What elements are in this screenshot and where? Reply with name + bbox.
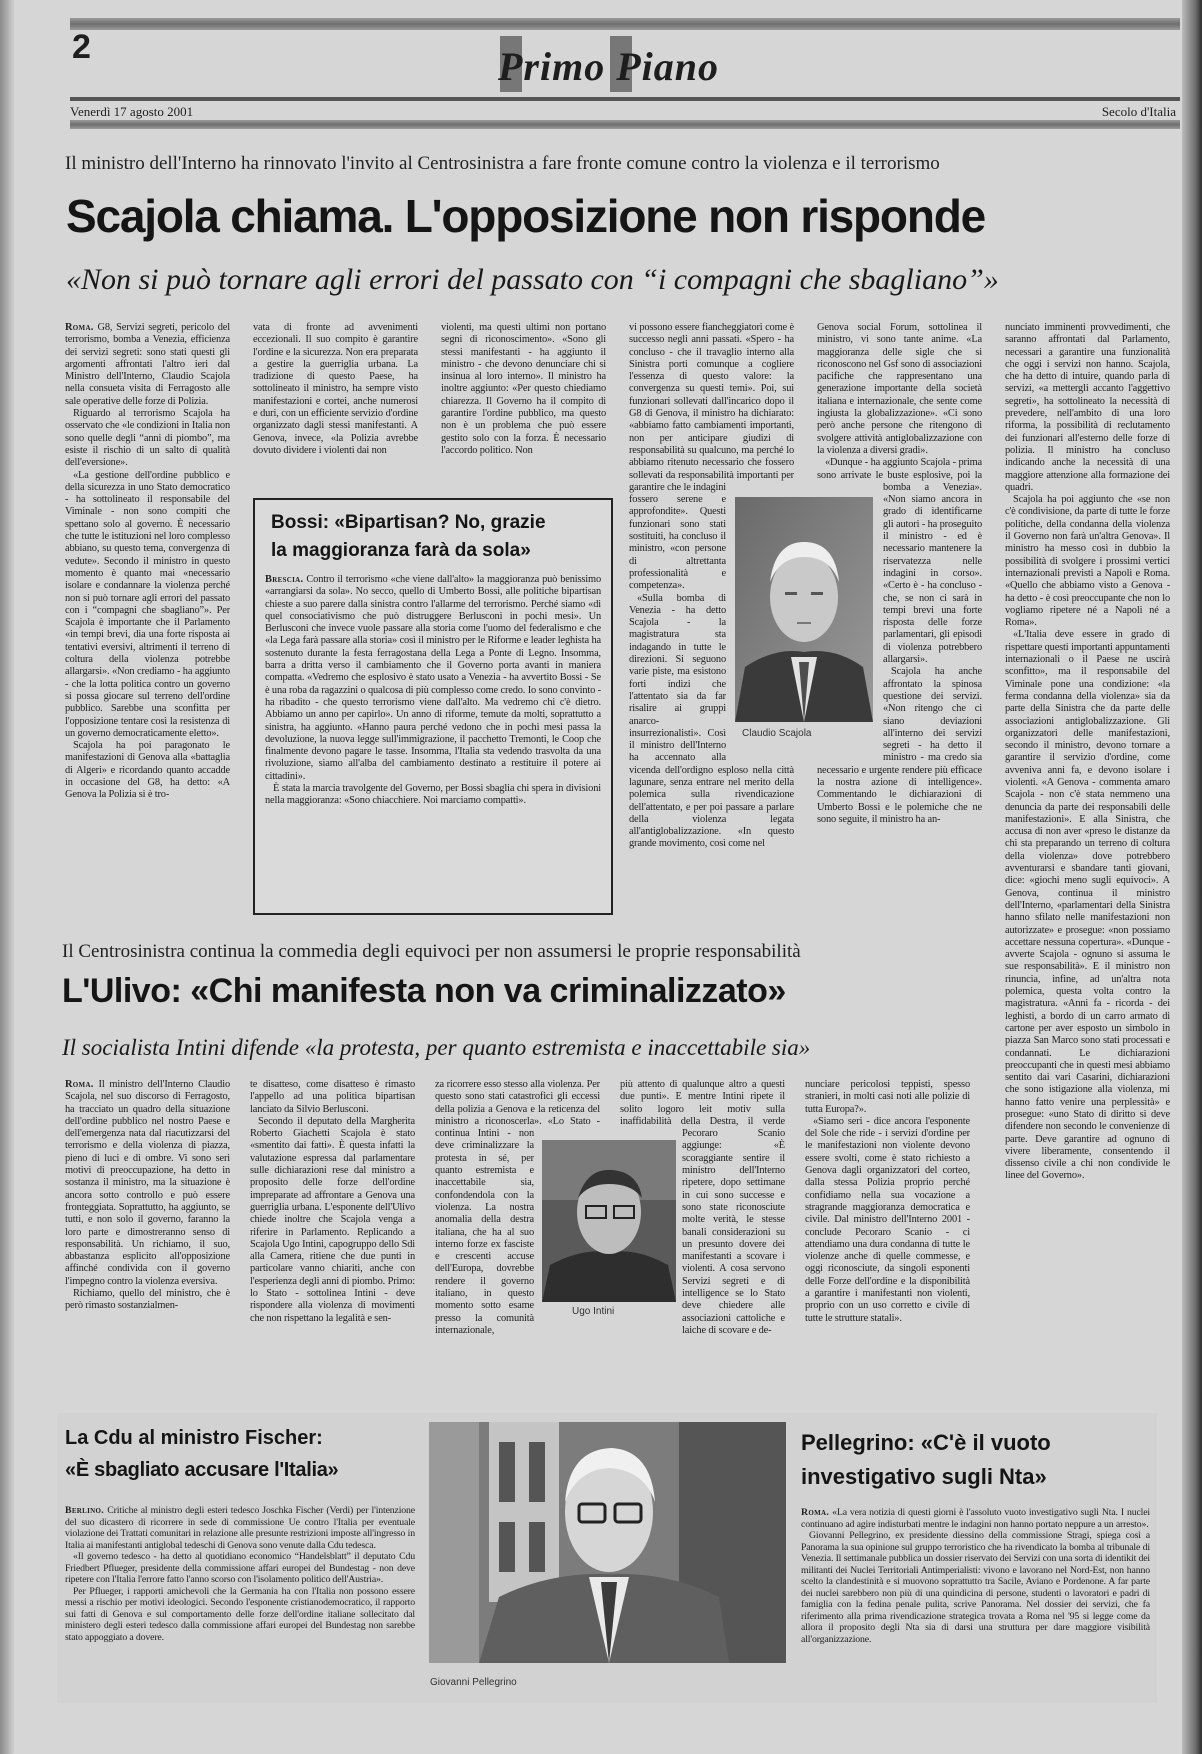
scan-edge-left bbox=[0, 0, 14, 1754]
paragraph: «Siamo seri - dice ancora l'esponente del Sole che ride - i servizi d'ordine per le manifestazioni non violente devono essere svolti, come è stato richiesto a Genova dagli organizzatori del corteo, dalla stessa Polizia proprio perché confidiamo nella sua vocazione a stragrande maggioranza democratica e civile. Dal ministro dell'Interno 2001 - conclude Pecoraro Scanio - ci attendiamo una dura condanna di tutte le violenze anche di quelle commesse, e oggi riconosciute, da singoli esponenti delle Forze dell'ordine e la disponibilità a garantire i manifestanti non violenti, proprio con un uso corretto e civile di tutte le strutture statali». bbox=[805, 1115, 970, 1324]
paragraph: Il ministro dell'Interno Claudio Scajola, nel suo discorso di Ferragosto, ha tracciato un quadro della situazione dell'ordine pubblico nel nostro Paese e dell'emergenza nata dal riacutizzarsi del terrorismo e della violenza di piazza, pieno di luci e di ombre. Vi sono seri motivi di preoccupazione, ha detto in sostanza il ministro, ma la situazione è ancora sotto controllo e può essere fronteggiata. Soprattutto, ha aggiunto, se tutti, e non solo il governo, faranno la loro parte e dimostreranno senso di responsabilità. Un richiamo, il suo, abbastanza esplicito all'opposizione affinché condivida con il governo l'impegno contro la violenza eversiva. bbox=[65, 1079, 230, 1287]
rule bbox=[70, 97, 1180, 101]
second-headline: L'Ulivo: «Chi manifesta non va criminalizzato» bbox=[62, 972, 786, 1010]
paragraph: «Sulla bomba di Venezia - ha detto Scajola - la magistratura sta indagando in tutte le direzioni. Si seguono varie piste, ma esistono forti indizi che l'attentato sia da far risalire ai gruppi anarco-insurrezionalisti». Così il ministro dell'Interno ha accennato alla vicenda dell'ordigno esploso nella città lagunare, senza entrare nel merito della polemica sulla rivendicazione dell'attentato, e per poi passare a parlare della violenza legata all'antiglobalizzazione. «In questo grande movimento, così come nel bbox=[629, 592, 794, 850]
paragraph: Per Pflueger, i rapporti amichevoli che la Germania ha con l'Italia non possono essere messi a rischio per motivi ideologici. Secondo l'esponente cristianodemocratico, il rapporto sui fatti di Genova e sul comportamento delle forze dell'ordine italiane sollecitato dal ministero degli esteri tedesco dalla commissione affari europei del Bundestag non sarebbe stato appoggiato a dovere. bbox=[65, 1585, 415, 1643]
paragraph: Giovanni Pellegrino, ex presidente diessino della commissione Stragi, spiega così a Panorama la sua opinione sul gruppo terroristico che ha rivendicato la bomba al tribunale di Venezia. Il settimanale pubblica un dossier riservato dei Servizi con una sorta di identikit dei militanti dei Nuclei Territoriali Antimperialisti: vivono e lavorano nel Nord-Est, non hanno scelto la clandestinità e si muovono soprattutto tra Sacile, Aviano e Pordenone. A far parte dei nuclei sarebbero non più di una quindicina di persone, studenti o lavoratori e padri di famiglia con la fedina penale pulita, scrive Panorama. Nel dossier dei servizi, che fa riferimento alla prima rivendicazione strategica trovata a Roma nel '95 si legge come da allora il proposito degli Nta sia di darsi una struttura per dare maggiore visibilità all'organizzazione. bbox=[801, 1530, 1150, 1645]
dateline: Roma. bbox=[65, 322, 94, 333]
photo-ugo-intini bbox=[542, 1140, 676, 1302]
second-column-5 bbox=[805, 1079, 970, 1386]
portrait-image bbox=[735, 497, 873, 722]
newspaper-name: Secolo d'Italia bbox=[1101, 104, 1176, 119]
paragraph: vi possono essere fiancheggiatori come è successo negli anni passati. «Spero - ha concluso - che il travaglio interno alla Sinistra porti comunque a cogliere l'essenza di questo valore: la convergenza su questi temi». Poi, sui funzionari sollevati dall'incarico dopo il G8 di Genova, il ministro ha dichiarato: «abbiamo fatto cambiamenti importanti, non per anticipare giudizi di responsabilità su qualcuno, ma perché lo abbiamo ritenuto necessario che fossero sollevati da responsabilità importanti per garantire che le indagini fossero serene e approfondite». Questi funzionari sono stati sostituiti, ha concluso il ministro, «con persone di altrettanta professionalità e competenza». bbox=[629, 322, 794, 592]
fischer-headline-line-1: La Cdu al ministro Fischer: bbox=[65, 1427, 323, 1449]
photo-giovanni-pellegrino bbox=[429, 1422, 786, 1663]
lead-column-2 bbox=[253, 322, 418, 494]
paragraph: «Dunque - ha aggiunto Scajola - prima sono arrivate le buste esplosive, poi la bomba a Venezia». «Non siamo ancora in grado di identificarne gli autori - ha proseguito il ministro - ed è necessario mantenere la riservatezza nelle indagini in corso». «Certo è - ha concluso - che, se non ci sarà in tempi brevi una forte risposta delle forze parlamentari, gli episodi di violenza potrebbero allargarsi». bbox=[817, 457, 982, 666]
bossi-headline-line-1: Bossi: «Bipartisan? No, grazie bbox=[271, 512, 546, 533]
page-number: 2 bbox=[72, 28, 91, 66]
paragraph: È stata la marcia travolgente del Governo, per Bossi sbaglia chi spera in divisioni nella maggioranza: «Sono chiacchiere. Noi marciamo compatti». bbox=[265, 783, 601, 807]
second-kicker: Il Centrosinistra continua la commedia degli equivoci per non assumersi le proprie responsabilità bbox=[62, 941, 801, 962]
lead-column-3 bbox=[441, 322, 606, 494]
paragraph: Secondo il deputato della Margherita Roberto Giachetti Scajola è stato «smentito dai fatti». È questa infatti la valutazione espressa dal parlamentare sulle dichiarazioni rese dal ministro a proposito delle forze dell'ordine impreparate ad affrontare a Genova una guerriglia urbana. L'esponente dell'Ulivo chiede inoltre che Scajola venga a riferire in Parlamento. Replicando a Scajola Ugo Intini, capogruppo dello Sdi alla Camera, ritiene che due punti in particolare vanno chiariti, anche con l'esperienza degli anni di piombo. Primo: lo Stato - sottolinea Intini - deve rispondere alla violenza di movimenti che non rispettano la legalità e sen- bbox=[250, 1115, 415, 1324]
paragraph: «La vera notizia di questi giorni è l'assoluto vuoto investigativo sugli Nta. I nuclei continuano ad agire indisturbati mentre le indagini non hanno portato neppure a un arresto». bbox=[801, 1507, 1150, 1530]
paragraph: «L'Italia deve essere in grado di rispettare questi importanti appuntamenti internazionali o il Paese ne uscirà sconfitto», ma il responsabile del Viminale pone una condizione: «la ferma condanna della violenza» sia da parte della Sinistra che da parte delle associazioni antiglobalizzazione. Gli organizzatori delle manifestazioni, secondo il ministro, devono tornare a garantire il servizio d'ordine, come avveniva anni fa, e devono isolare i violenti. «A Genova - commenta amaro Scajola - non c'è stata nemmeno una denuncia da parte dei responsabili delle manifestazioni». E alla Sinistra, che accusa di non aver «preso le distanze da chi sta preparando un terreno di coltura della violenza» dove potrebbero avventurarsi e sbandare tanti giovani, dice: «giochi meno sugli equivoci». A Genova, continua il ministro dell'Interno, «parlamentari della Sinistra hanno sfilato nelle manifestazioni non autorizzate» e prosegue: «non possiamo accettare nessuna copertura». «Dunque - avverte Scajola - ognuno si assuma le sue responsabilità». E il ministro non rinuncia, infine, ad un'altra nota polemica, questa volta contro la magistratura. «Anni fa - ricorda - dei leghisti, a bordo di un carro armato di cartone per aver esposto un simbolo in piazza San Marco sono stati processati e condannati. Le dichiarazioni preoccupanti che in questi mesi abbiamo sentito dai vari Casarini, dichiarazioni che sono istigazione alla violenza, mi hanno fatto venire una perplessità» e prosegue: «uno Stato di diritto si deve difendere non secondo le convenienze di parte. Deve garantire ad ognuno di vivere liberamente, consentendo il dissenso civile a chi non condivide le linee del Governo». bbox=[1005, 629, 1170, 1182]
photo-caption: Claudio Scajola bbox=[742, 728, 812, 739]
pellegrino-body bbox=[801, 1507, 1150, 1689]
paragraph: più attento di qualunque altro a questi due punti». E mentre Intini ripete il solito logoro leit motiv sulla inaffidabilità della Destra, il verde Pecoraro Scanio aggiunge: «È scoraggiante sentire il ministro dell'Interno ripetere, dopo settimane in cui sono successe e sono state riconosciute molte verità, le stesse banali considerazioni su un presunto dovere dei manifestanti a scovare i violenti. A cosa servono Servizi segreti e di intelligence se lo Stato deve chiedere alle associazioni cattoliche e laiche di scovare e de- bbox=[620, 1079, 785, 1336]
pellegrino-headline-line-2: investigativo sugli Nta» bbox=[801, 1464, 1047, 1489]
bossi-body bbox=[265, 574, 601, 908]
paragraph: nunciato imminenti provvedimenti, che saranno affrontati dal Parlamento, necessari a garantire una funzionalità che oggi i servizi non hanno. Scajola, che ha detto di intuire, quando parla di servizi, «a mettergli accanto l'aggettivo segreti», ha sottolineato la necessità di prevedere, nell'ambito di una loro riforma, la possibilità di reclutamento dei funzionari all'esterno delle forze di polizia. Il ministro ha concluso indicando anche la necessità di una maggiore attenzione alla formazione dei quadri. bbox=[1005, 322, 1170, 493]
dateline: Roma. bbox=[65, 1079, 94, 1090]
paragraph: te disatteso, come disatteso è rimasto l'appello ad una politica bipartisan lanciato da Silvio Berlusconi. bbox=[250, 1079, 415, 1115]
section-title bbox=[498, 30, 758, 96]
second-column-1 bbox=[65, 1079, 230, 1386]
fischer-headline-line-2: «È sbagliato accusare l'Italia» bbox=[65, 1459, 339, 1481]
rule bbox=[70, 120, 1180, 129]
paragraph: «Il governo tedesco - ha detto al quotidiano economico “Handelsblatt” il deputato Cdu Friedbert Pflueger, presidente della commissione affari europei del Bundestag - non deve ripetere con l'Italia l'errore fatto l'anno scorso con l'isolamento politico dell'Austria». bbox=[65, 1551, 415, 1585]
paragraph: Genova social Forum, sottolinea il ministro, vi sono tante anime. «La maggioranza delle sigle che si riconoscono nel Gsf sono di associazioni pacifiche che rappresentano una generazione importante della società italiana e internazionale, che sente come ingiusta la globalizzazione». «Ci sono però anche persone che ritengono di svolgere attività antiglobalizzazione con la violenza a diversi gradi». bbox=[817, 322, 982, 456]
top-rule bbox=[70, 18, 1180, 30]
second-subtitle: Il socialista Intini difende «la protesta, per quanto estremista e inaccettabile sia» bbox=[62, 1035, 811, 1060]
pellegrino-headline-line-1: Pellegrino: «C'è il vuoto bbox=[801, 1430, 1051, 1455]
paragraph: Critiche al ministro degli esteri tedesco Joschka Fischer (Verdi) per l'intenzione del suo dicastero di ricorrere in sede di commissione Ue contro l'Italia per eventuale violazione dei Trattati comunitari in relazione alle presunte restrizioni imposte all'ingresso in Italia ai manifestanti antiglobal tedeschi di Genova sono venute dalla Cdu tedesca. bbox=[65, 1505, 415, 1551]
paragraph: Riguardo al terrorismo Scajola ha osservato che «le condizioni in Italia non sono quelle degli “anni di piombo”, ma esiste il rischio di un salto di qualità dell'eversione». bbox=[65, 408, 230, 469]
issue-date: Venerdì 17 agosto 2001 bbox=[70, 104, 194, 119]
paragraph: Scajola ha poi paragonato le manifestazioni di Genova alla «battaglia di Algeri» e ricordando quanto accadde in occasione del G8, ha detto: «A Genova la Polizia si è tro- bbox=[65, 740, 230, 801]
photo-caption: Giovanni Pellegrino bbox=[430, 1677, 517, 1688]
lead-column-6 bbox=[1005, 322, 1170, 1386]
paragraph: Scajola ha anche affrontato la spinosa questione dei servizi. «Non ritengo che ci siano deviazioni all'interno dei servizi segreti - ha detto il ministro - ma credo sia necessario e urgente rendere più efficace la nostra azione di intelligence». Commentando le dichiarazioni di Umberto Bossi e le polemiche che ne sono seguite, il ministro ha an- bbox=[817, 666, 982, 825]
portrait-image bbox=[429, 1422, 786, 1663]
paragraph: vata di fronte ad avvenimenti eccezionali. Il suo compito è garantire l'ordine e la sicurezza. Non era preparata a gestire la guerriglia urbana. La tradizione di questo Paese, ha sottolineato il ministro, ha sempre visto manifestazioni e cortei, anche numerosi e duri, con un efficiente servizio d'ordine organizzato dagli stessi manifestanti. A Genova, invece, «la Polizia avrebbe dovuto dividere i violenti dai non bbox=[253, 322, 418, 456]
paragraph: za ricorrere esso stesso alla violenza. Per questo sono stati catastrofici gli eccessi della polizia a Genova e la reticenza del ministro a riconoscerla». «Lo Stato - continua Intini - non deve criminalizzare la protesta in sé, per quanto estremista e inaccettabile sia, confondendola con la violenza. La nostra anomalia della destra italiana, che ha al suo interno forze ex fasciste e crescenti accuse dell'Europa, dovrebbe rendere il governo italiano, in questo momento sotto esame presso la comunità internazionale, bbox=[435, 1079, 600, 1336]
portrait-image bbox=[542, 1140, 676, 1302]
second-column-2 bbox=[250, 1079, 415, 1386]
paragraph: violenti, ma questi ultimi non portano segni di riconoscimento». «Sono gli stessi manifestanti - ha aggiunto il ministro - che devono denunciare chi si insinua al loro interno». Il ministro ha inoltre aggiunto: «Per questo chiediamo chiarezza. Il Governo ha il compito di garantire l'ordine pubblico, ma questo non è un problema che può essere gestito solo con la forza. È necessario l'accordo politico. Non bbox=[441, 322, 606, 456]
dateline: Berlino. bbox=[65, 1505, 105, 1516]
dateline: Roma. bbox=[801, 1507, 830, 1518]
photo-caption: Ugo Intini bbox=[572, 1306, 615, 1317]
dateline: Brescia. bbox=[265, 574, 304, 585]
fischer-body bbox=[65, 1505, 415, 1689]
lead-headline: Scajola chiama. L'opposizione non risponde bbox=[66, 190, 986, 242]
paragraph: Contro il terrorismo «che viene dall'alto» la maggioranza può benissimo «arrangiarsi da sola». No secco, quello di Umberto Bossi, alle politiche bipartisan chieste a suo parere dalla sinistra contro l'allarme del terrorismo. Perché siamo «di quel consociativismo che può distruggere Berlusconi in pochi mesi». Un Berlusconi che invece vuole passare alla storia come l'uomo del federalismo e che «la Lega farà passare alla storia» così il ministro per le Riforme e leader leghista ha sostenuto durante la festa ferragostana della Lega a Ponte di Legno. Insomma, barra a dritta verso il cambiamento che il Governo porta avanti in maniera compatta. «Vedremo che esplosivo è stato usato a Venezia - ha avvertito Bossi - Se è una roba da ragazzini o qualcosa di più complesso come credo. Io sono convinto - ha ribadito - che questo terrorismo viene dall'alto. Ma vedremo chi c'è dietro. Abbiamo un anno per capirlo». Un anno di riforme, temute da molti, soprattutto a sinistra, ha aggiunto. «Hanno paura perché vedono che in pochi mesi passa la devoluzione, la nuova legge sull'immigrazione, il pacchetto Tremonti, le Coop che finalmente devono pagare le tasse. Insomma, l'Italia sta vedendo trasvolta da una rivoluzione, siamo all'alba del cambiamento destinato a restituire il potere ai cittadini». bbox=[265, 574, 601, 782]
lead-column-1 bbox=[65, 322, 230, 928]
lead-kicker: Il ministro dell'Interno ha rinnovato l'invito al Centrosinistra a fare fronte comune contro la violenza e il terrorismo bbox=[65, 153, 940, 174]
paragraph: Richiamo, quello del ministro, che è però rimasto sostanzialmen- bbox=[65, 1288, 230, 1312]
bossi-sidebar-box bbox=[253, 498, 613, 915]
photo-claudio-scajola bbox=[735, 497, 873, 722]
paragraph: nunciare pericolosi teppisti, spesso stranieri, in molti casi noti alle polizie di tutta Europa?». bbox=[805, 1079, 970, 1115]
paragraph: Scajola ha poi aggiunto che «se non c'è condivisione, da parte di tutte le forze politiche, della condanna della violenza il Governo non farà un'altra Genova». Il ministro ha messo così in dubbio la possibilità di svolgere i prossimi vertici internazionali previsti a Napoli e Roma. «Quello che abbiamo visto a Genova - ha detto - è così preoccupante che non lo vogliamo ripetere né a Napoli né a Roma». bbox=[1005, 494, 1170, 629]
bossi-headline-line-2: la maggioranza farà da sola» bbox=[271, 540, 531, 561]
lead-subtitle: «Non si può tornare agli errori del passato con “i compagni che sbagliano”» bbox=[66, 263, 999, 296]
section-title-text: Primo Piano bbox=[498, 44, 720, 89]
paragraph: G8, Servizi segreti, pericolo del terrorismo, bomba a Venezia, efficienza dei servizi segreti: sono stati questi gli argomenti affrontati l'altro ieri dal Ministro dell'Interno, Claudio Scajola nella consueta visita di Ferragosto alle sale operative delle forze di Polizia. bbox=[65, 322, 230, 407]
scan-edge-right bbox=[1182, 0, 1202, 1754]
paragraph: «La gestione dell'ordine pubblico e della sicurezza in uno Stato democratico - ha sottolineato il responsabile del Viminale - non sono compiti che spettano solo al governo. È necessario che tutte le istituzioni nel loro complesso abbiano, su questo tema, convergenza di vedute». Secondo il ministro in questo momento è quanto mai «necessario isolare e condannare la violenza perché non si può tornare agli errori del passato con i “compagni che sbagliano”». Per Scajola è importante che il Parlamento «in tempi brevi, dia una forte risposta ai tentativi eversivi, altrimenti il terreno di coltura della violenza potrebbe allargarsi». «Non crediamo - ha aggiunto - che la lotta politica contro un governo si possa giocare sul terreno dell'ordine pubblico. Sarebbe una sconfitta per l'opposizione tentare così la resistenza di un governo democraticamente eletto». bbox=[65, 469, 230, 739]
